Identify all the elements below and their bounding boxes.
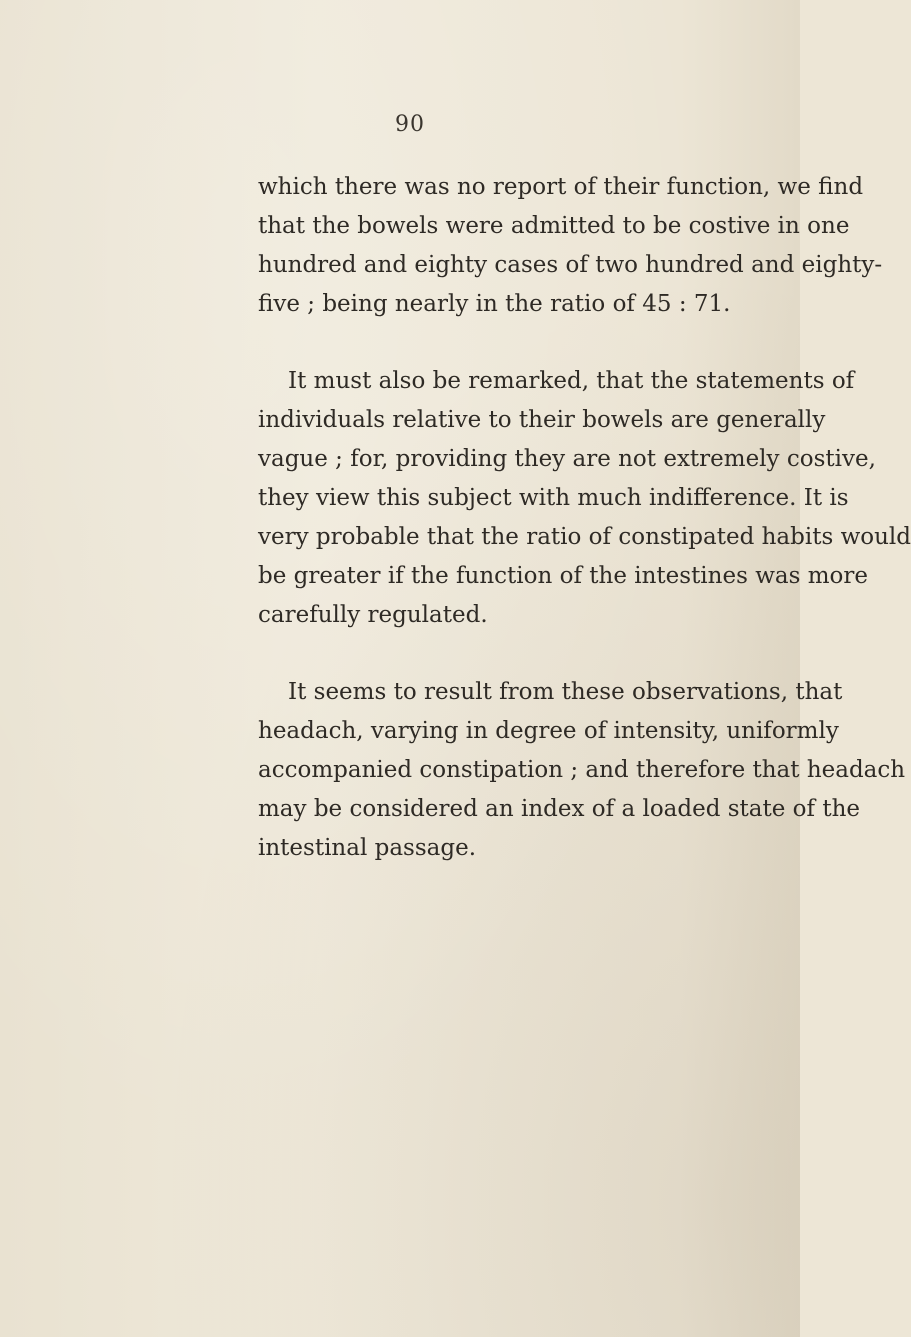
text-line: which there was no report of their function, we find xyxy=(258,174,864,200)
text-line: may be considered an index of a loaded state of the xyxy=(258,796,861,822)
text-line: headach, varying in degree of intensity, uniformly xyxy=(258,718,839,744)
text-line: It must also be remarked, that the statements of xyxy=(288,368,855,394)
text-line: five ; being nearly in the ratio of 45 : 71. xyxy=(258,291,731,317)
body-text xyxy=(258,168,911,906)
text-line: It seems to result from these observations, that xyxy=(288,679,843,705)
text-line: vague ; for, providing they are not extremely costive, xyxy=(258,446,876,472)
text-line: intestinal passage. xyxy=(258,835,477,861)
text-line: carefully regulated. xyxy=(258,602,488,628)
text-line: they view this subject with much indifference. It is xyxy=(258,485,849,511)
text-line: individuals relative to their bowels are generally xyxy=(258,407,826,433)
paragraph-3 xyxy=(258,673,906,868)
paragraph-1 xyxy=(258,168,883,324)
text-line: that the bowels were admitted to be costive in one xyxy=(258,213,850,239)
page-number: 90 xyxy=(395,112,425,137)
text-line: be greater if the function of the intestines was more xyxy=(258,563,868,589)
paragraph-2 xyxy=(258,362,911,635)
text-line: very probable that the ratio of constipated habits would xyxy=(258,524,911,550)
text-line: accompanied constipation ; and therefore that headach xyxy=(258,757,906,783)
text-line: hundred and eighty cases of two hundred and eighty- xyxy=(258,252,883,278)
